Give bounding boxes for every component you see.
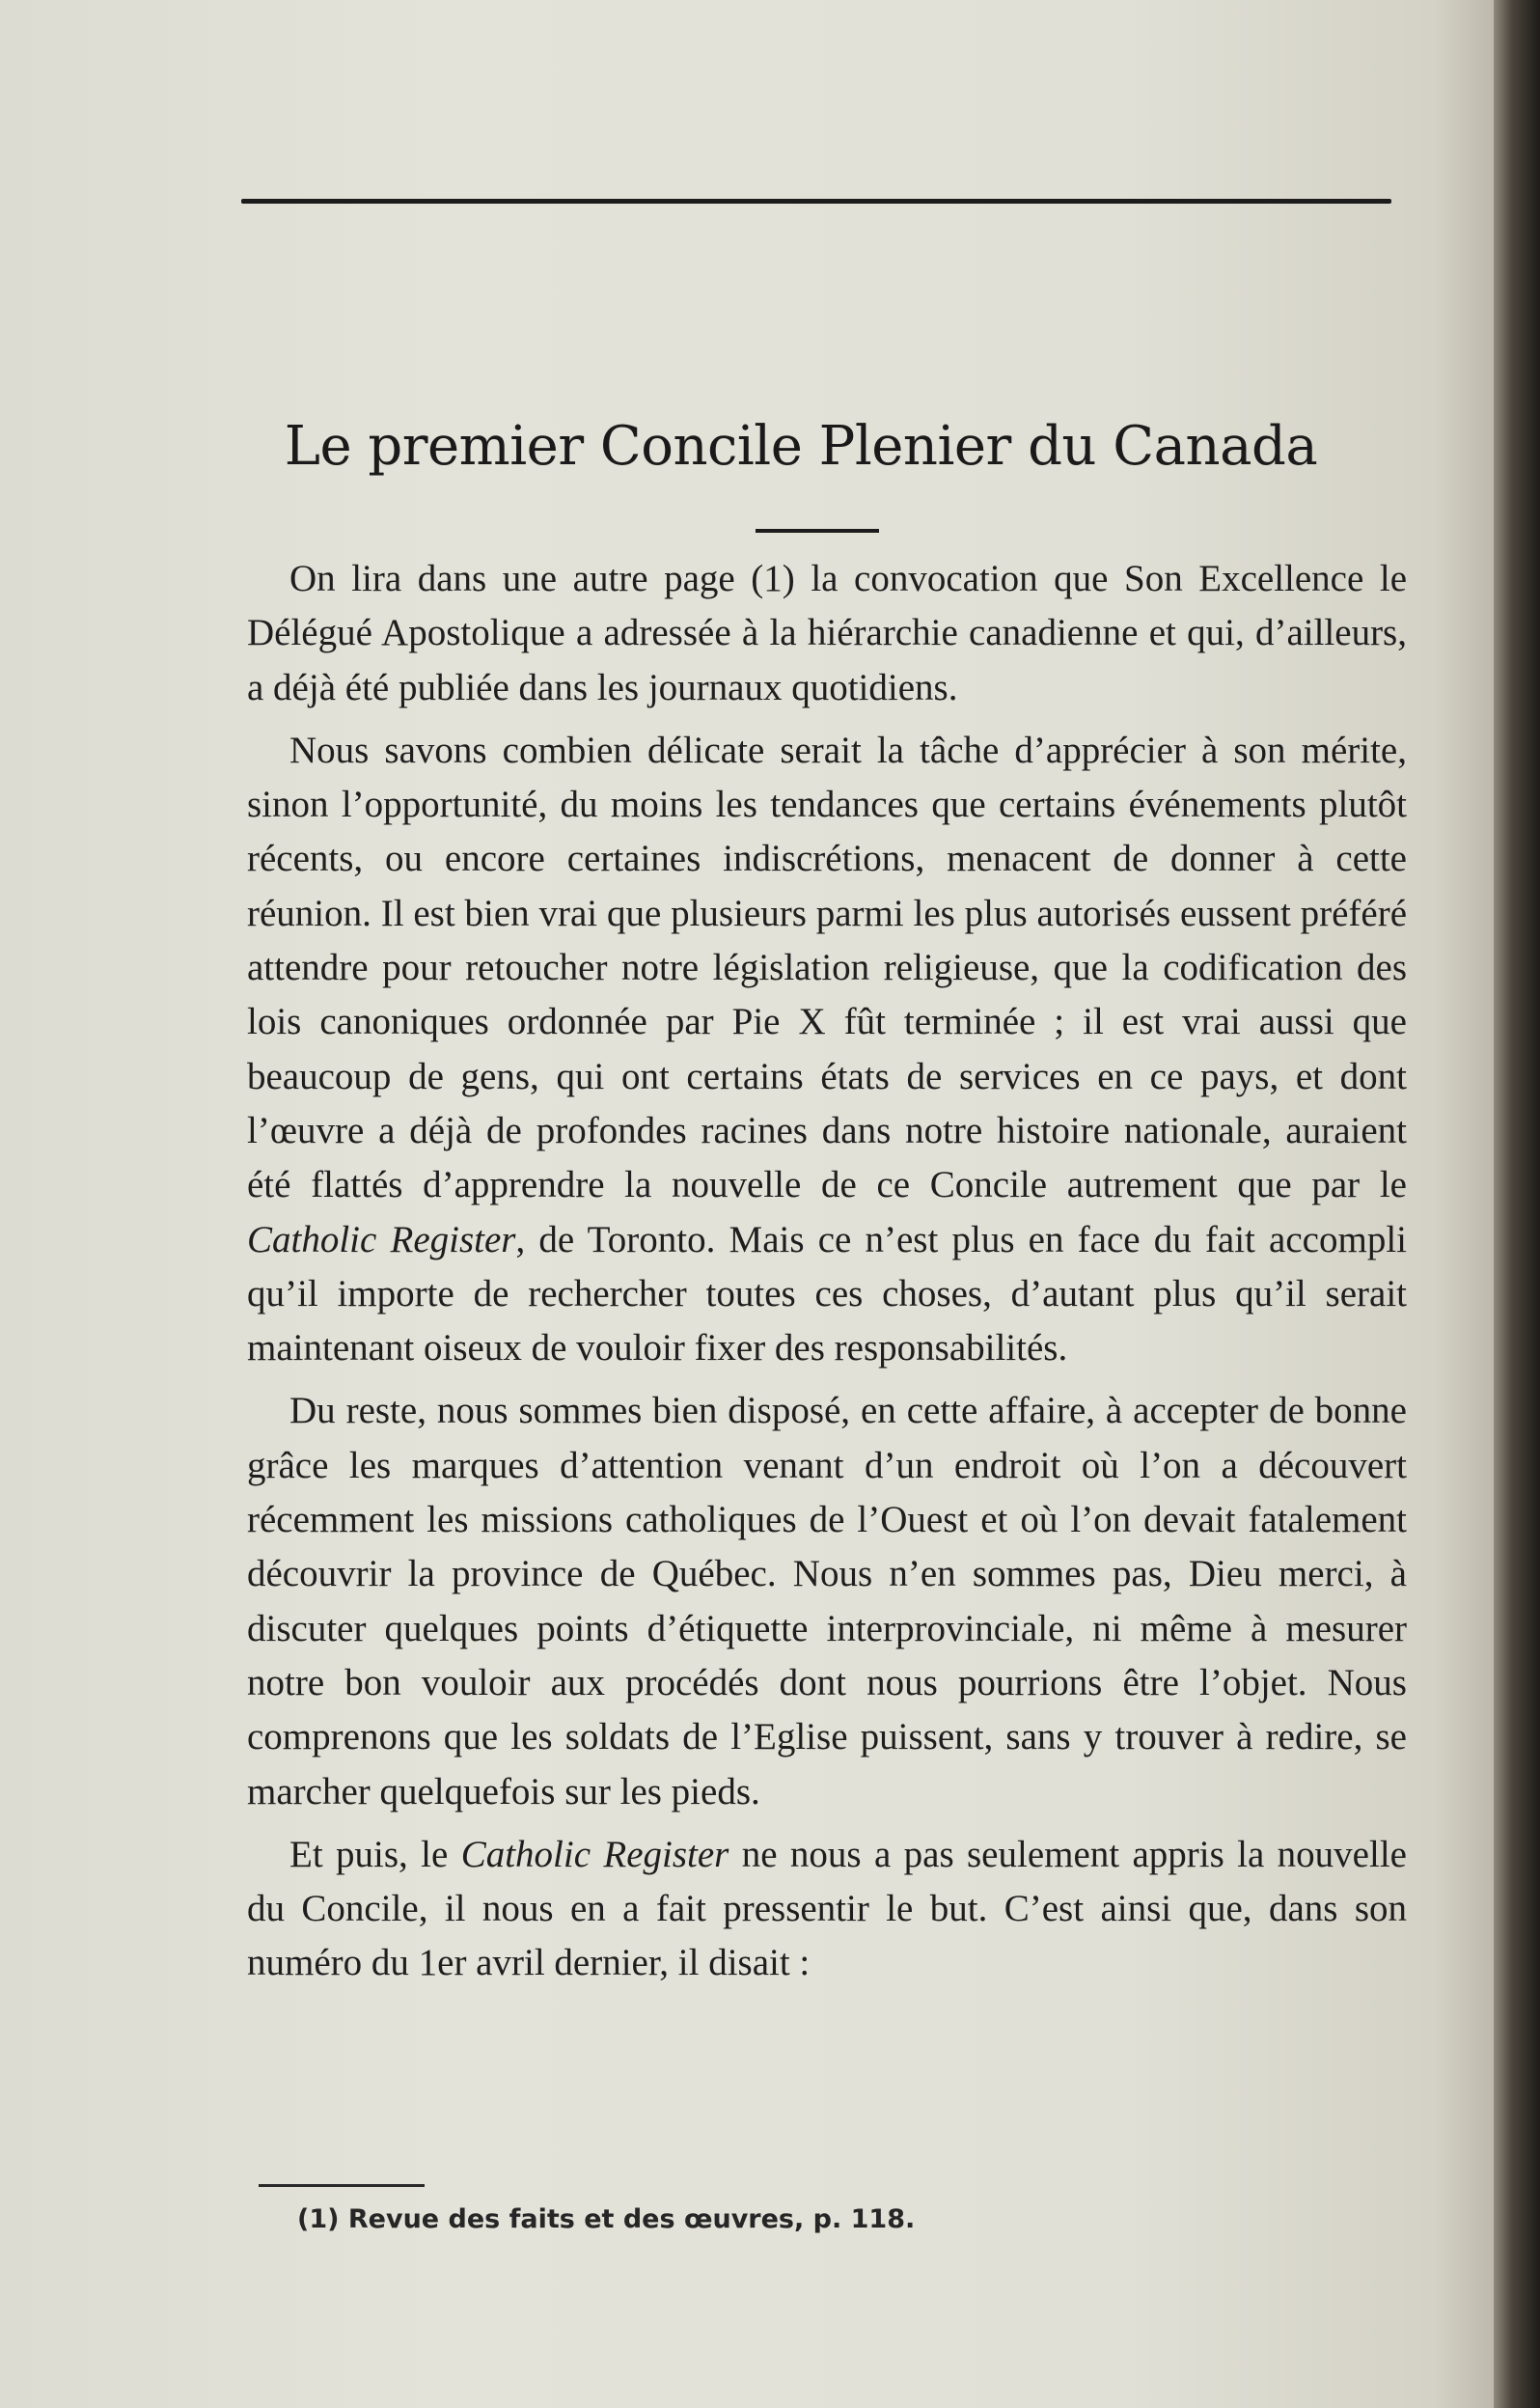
paragraph bbox=[247, 552, 1407, 715]
paragraph-text: ne nous a pas seulement appris la nouvelle du Concile, il nous en a fait pressentir le but. C’est ainsi que, dans son numéro du 1er avril dernier, il disait : bbox=[247, 1833, 1407, 1984]
paragraph bbox=[247, 724, 1407, 1376]
paragraph-text: Nous savons combien délicate serait la tâche d’apprécier à son mérite, sinon l’opportunité, du moins les tendances que certains événements plutôt récents, ou encore certaines indiscrétions, menacent de donner à cette réunion. Il est bien vrai que plusieurs parmi les plus autorisés eussent préféré attendre pour retoucher notre législation religieuse, que la codification des lois canoniques ordonnée par Pie X fût terminée ; il est vrai aussi que beaucoup de gens, qui ont certains états de services en ce pays, et dont l’œuvre a déjà de profondes racines dans notre histoire nationale, auraient été flattés d’apprendre la nouvelle de ce Concile autrement que par le bbox=[247, 729, 1407, 1206]
paragraph-text: On lira dans une autre page (1) la convocation que Son Excellence le Délégué Apostolique a adressée à la hiérarchie canadienne et qui, d’ailleurs, a déjà été publiée dans les journaux quotidiens. bbox=[247, 558, 1407, 708]
footnote-rule bbox=[259, 2184, 425, 2187]
italic-text: Catholic Register bbox=[460, 1833, 729, 1875]
paragraph bbox=[247, 1384, 1407, 1818]
header-rule bbox=[241, 199, 1391, 204]
paragraph-text: , de Toronto. Mais ce n’est plus en face du fait accompli qu’il importe de rechercher toutes ces choses, d’autant plus qu’il serait maintenant oiseux de vouloir fixer des responsabilités. bbox=[247, 1218, 1407, 1370]
footnote: (1) Revue des faits et des œuvres, p. 118. bbox=[297, 2204, 916, 2234]
article-body bbox=[247, 552, 1407, 1991]
paragraph-text: Du reste, nous sommes bien disposé, en cette affaire, à accepter de bonne grâce les marques d’attention venant d’un endroit où l’on a découvert récemment les missions catholiques de l’Ouest et où l’on devait fatalement découvrir la province de Québec. Nous n’en sommes pas, Dieu merci, à discuter quelques points d’étiquette interprovinciale, ni même à mesurer notre bon vouloir aux procédés dont nous pourrions être l’objet. Nous comprenons que les soldats de l’Eglise puissent, sans y trouver à redire, se marcher quelquefois sur les pieds. bbox=[247, 1390, 1407, 1813]
title-underline-rule bbox=[756, 529, 879, 533]
paragraph bbox=[247, 1828, 1407, 1991]
article-title: Le premier Concile Plenier du Canada bbox=[284, 415, 1318, 478]
book-edge bbox=[1494, 0, 1540, 2408]
paragraph-text: Et puis, le bbox=[289, 1833, 461, 1875]
italic-text: Catholic Register bbox=[247, 1218, 516, 1260]
